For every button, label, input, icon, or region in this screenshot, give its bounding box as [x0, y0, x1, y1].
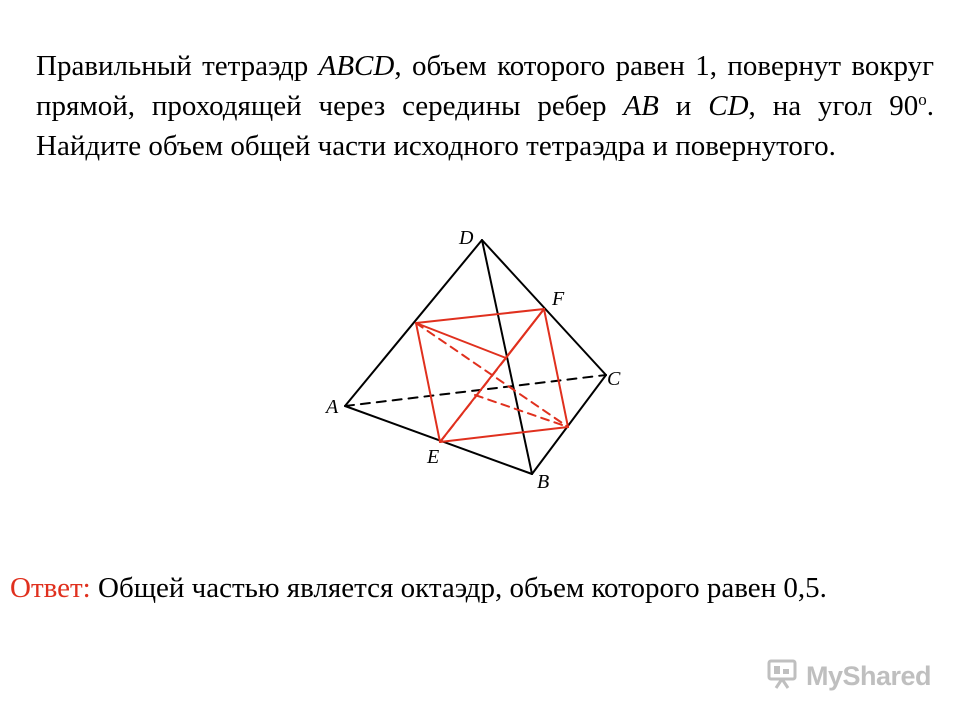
problem-text-1: Правильный тетраэдр [36, 50, 319, 82]
watermark-text: MyShared [806, 660, 932, 691]
label-e: E [427, 446, 440, 468]
oct-edge-7 [506, 309, 544, 358]
label-d: D [459, 227, 474, 249]
oct-edge-1 [416, 309, 544, 323]
label-c: C [607, 368, 621, 390]
problem-text-4: , на угол 90 [748, 90, 919, 122]
edge-d-c [482, 240, 606, 375]
presentation-board-icon [766, 657, 800, 696]
tetrahedron-name: ABCD [318, 50, 395, 82]
label-b: B [537, 471, 550, 493]
degree-sign: o [918, 90, 927, 109]
label-f: F [552, 288, 565, 310]
oct-edge-2 [544, 309, 568, 427]
oct-edge-6 [416, 323, 506, 358]
edge-d-a [345, 240, 482, 406]
answer-text: Общей частью является октаэдр, объем которого равен 0,5. [90, 572, 827, 604]
edge-a-c-hidden [345, 375, 606, 406]
tetrahedron-diagram [300, 218, 660, 508]
octahedron-edges [416, 309, 568, 442]
edge-ab: AB [623, 90, 659, 122]
problem-text-5: . Найдите объем общей части исходного тетраэдра и повернутого. [36, 90, 934, 162]
oct-edge-3 [440, 427, 568, 442]
answer [10, 568, 950, 608]
problem-text-3: и [658, 90, 709, 122]
edge-cd: CD [708, 90, 749, 122]
label-a: A [326, 396, 339, 418]
answer-label: Ответ: [10, 572, 91, 604]
watermark [766, 656, 931, 696]
problem-text-2: , объем которого равен 1, повернут вокруг прямой, проходящей через середины ребер [36, 50, 934, 122]
tetrahedron-figure [300, 218, 660, 508]
oct-edge-4 [416, 323, 440, 442]
edge-b-c [532, 375, 606, 474]
problem-statement [36, 46, 934, 166]
tetrahedron-edges [345, 240, 606, 474]
